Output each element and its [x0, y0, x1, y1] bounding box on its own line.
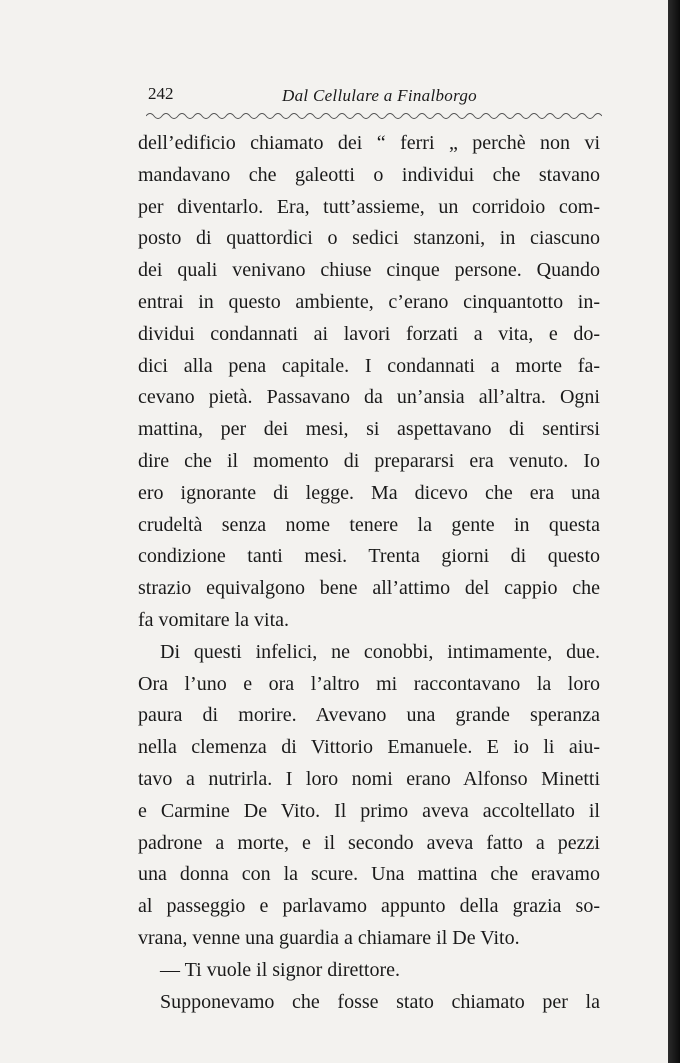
- page-edge-shadow: [668, 0, 680, 1063]
- text-line: cevano pietà. Passavano da un’ansia all’altra. Ogni: [138, 386, 600, 409]
- text-line: dire che il momento di prepararsi era venuto. Io: [138, 449, 600, 472]
- text-line: dell’edificio chiamato dei “ ferri „ perchè non vi: [138, 132, 600, 154]
- paragraph-end-line: vrana, venne una guardia a chiamare il De Vito.: [138, 926, 520, 949]
- paragraph-start-line: Supponevamo che fosse stato chiamato per la: [160, 990, 600, 1013]
- text-line: entrai in questo ambiente, c’erano cinquantotto in-: [138, 290, 600, 313]
- body-text: [138, 128, 600, 1018]
- text-line: e Carmine De Vito. Il primo aveva accoltellato il: [138, 799, 600, 822]
- page-number: 242: [148, 84, 174, 103]
- text-line: condizione tanti mesi. Trenta giorni di questo: [138, 545, 600, 568]
- text-line: crudeltà senza nome tenere la gente in questa: [138, 513, 600, 536]
- text-line: mattina, per dei mesi, si aspettavano di sentirsi: [138, 418, 600, 441]
- text-line: per diventarlo. Era, tutt’assieme, un corridoio com-: [138, 195, 600, 218]
- text-line: al passeggio e parlavamo appunto della grazia so-: [138, 895, 600, 918]
- text-line: mandavano che galeotti o individui che stavano: [138, 163, 600, 186]
- text-line: Ora l’uno e ora l’altro mi raccontavano la loro: [138, 672, 600, 695]
- text-line: ero ignorante di legge. Ma dicevo che era una: [138, 481, 600, 504]
- paragraph-end-line: fa vomitare la vita.: [138, 608, 290, 631]
- wavy-rule-ornament: [146, 110, 602, 122]
- text-line: dividui condannati ai lavori forzati a vita, e do-: [138, 322, 600, 345]
- text-line: tavo a nutrirla. I loro nomi erano Alfonso Minetti: [138, 767, 600, 790]
- text-line: padrone a morte, e il secondo aveva fatto a pezzi: [138, 831, 600, 854]
- text-line: dei quali venivano chiuse cinque persone. Quando: [138, 259, 600, 282]
- dialogue-line: — Ti vuole il signor direttore.: [160, 958, 400, 981]
- text-line: una donna con la scure. Una mattina che eravamo: [138, 863, 600, 886]
- text-line: paura di morire. Avevano una grande speranza: [138, 704, 600, 727]
- running-title: Dal Cellulare a Finalborgo: [282, 86, 477, 105]
- paragraph-start-line: Di questi infelici, ne conobbi, intimamente, due.: [160, 640, 600, 663]
- text-line: dici alla pena capitale. I condannati a morte fa-: [138, 354, 600, 377]
- page-header: [148, 84, 603, 110]
- text-line: strazio equivalgono bene all’attimo del cappio che: [138, 577, 600, 600]
- text-line: nella clemenza di Vittorio Emanuele. E io li aiu-: [138, 736, 600, 759]
- text-line: posto di quattordici o sedici stanzoni, in ciascuno: [138, 227, 600, 250]
